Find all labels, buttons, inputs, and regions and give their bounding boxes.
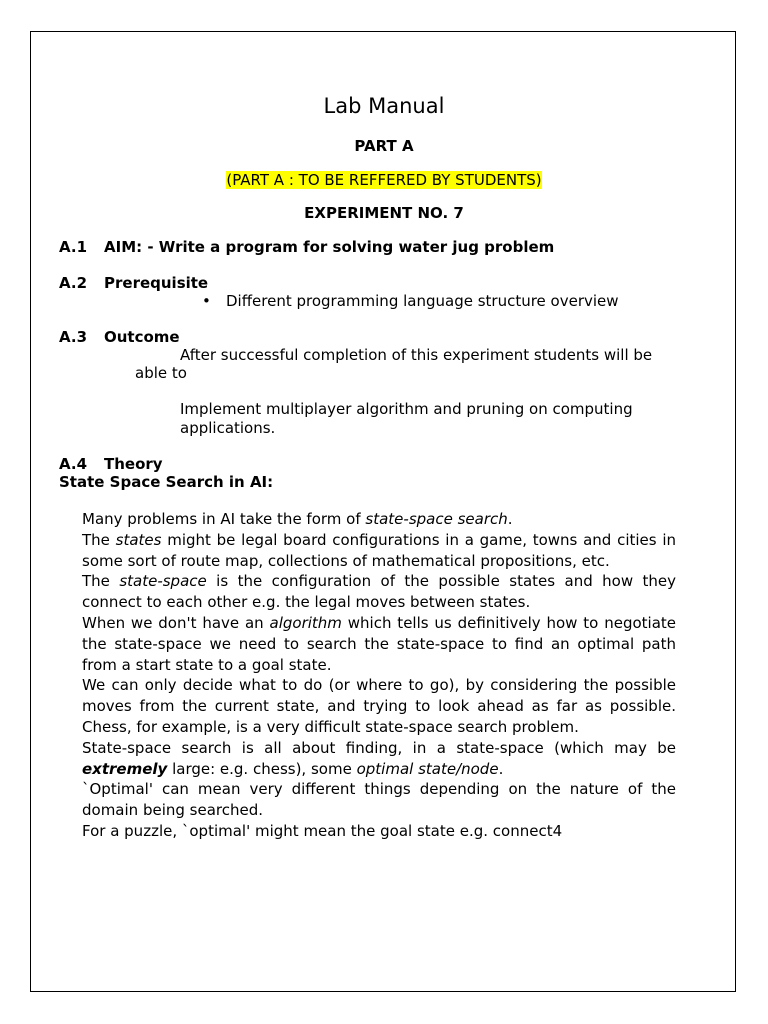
outcome-line-3: Implement multiplayer algorithm and pruning on computing <box>180 400 633 418</box>
theory-p2-pre: The <box>82 530 116 549</box>
theory-body <box>82 509 676 842</box>
bullet-dot-icon: • <box>202 292 211 310</box>
section-a4-text: Theory <box>104 455 163 473</box>
theory-subtitle: State Space Search in AI: <box>59 473 274 491</box>
theory-paragraph-2 <box>82 530 676 572</box>
theory-p4-pre: When we don't have an <box>82 613 270 632</box>
outcome-line-1: After successful completion of this experiment students will be <box>180 346 653 364</box>
theory-p2-em: states <box>115 530 162 549</box>
section-a1-number: A.1 <box>59 238 88 256</box>
theory-paragraph-7: `Optimal' can mean very different things depending on the nature of the domain being searched. <box>82 780 676 820</box>
theory-p1-em: state-space search <box>365 510 508 528</box>
section-a3-text: Outcome <box>104 328 180 346</box>
section-a4-heading <box>59 455 163 473</box>
highlighted-note-text: (PART A : TO BE REFFERED BY STUDENTS) <box>226 171 542 189</box>
theory-paragraph-4 <box>82 613 676 675</box>
outcome-line-2: able to <box>135 364 187 382</box>
section-a1-heading <box>59 238 554 256</box>
theory-paragraph-8: For a puzzle, `optimal' might mean the goal state e.g. connect4 <box>82 821 563 840</box>
prerequisite-bullet-text: Different programming language structure overview <box>226 292 619 310</box>
outcome-line-4: applications. <box>180 419 276 437</box>
theory-p6-post: . <box>498 759 504 778</box>
section-a2-number: A.2 <box>59 274 88 292</box>
theory-p6-strong: extremely <box>82 759 168 778</box>
section-a3-number: A.3 <box>59 328 88 346</box>
theory-paragraph-5: We can only decide what to do (or where to go), by considering the possible moves from the current state, and trying to look ahead as far as possible. Chess, for example, is a very difficult state-space search problem. <box>82 676 676 736</box>
theory-paragraph-3 <box>82 571 676 613</box>
theory-p1-post: . <box>507 510 513 528</box>
theory-p3-post: is the configuration of the possible states and how they connect to each other e.g. the legal moves between states. <box>82 572 677 612</box>
page-title: Lab Manual <box>323 94 445 118</box>
highlighted-note <box>31 171 737 189</box>
theory-paragraph-1 <box>82 509 676 530</box>
theory-p2-post: might be legal board configurations in a game, towns and cities in some sort of route map, collections of mathematical propositions, etc. <box>82 530 676 570</box>
theory-paragraph-6 <box>82 738 676 780</box>
experiment-heading: EXPERIMENT NO. 7 <box>304 204 464 222</box>
section-a3-heading <box>59 328 180 346</box>
prerequisite-bullet-item <box>202 292 619 310</box>
section-a1-text: AIM: - Write a program for solving water jug problem <box>104 238 555 256</box>
theory-p3-pre: The <box>82 572 120 591</box>
part-heading: PART A <box>354 137 414 155</box>
theory-p4-em: algorithm <box>269 613 342 632</box>
section-a2-text: Prerequisite <box>104 274 209 292</box>
section-a4-number: A.4 <box>59 455 88 473</box>
theory-p6-em: optimal state/node <box>356 759 499 778</box>
section-a2-heading <box>59 274 208 292</box>
theory-p3-em: state-space <box>119 572 207 591</box>
theory-p1-pre: Many problems in AI take the form of <box>82 510 366 528</box>
theory-p4-post: which tells us definitively how to negotiate the state-space we need to search the state-space to find an optimal path from a start state to a goal state. <box>82 613 676 674</box>
theory-p6-pre: State-space search is all about finding, in a state-space (which may be <box>82 738 676 757</box>
theory-p6-mid: large: e.g. chess), some <box>167 759 357 778</box>
